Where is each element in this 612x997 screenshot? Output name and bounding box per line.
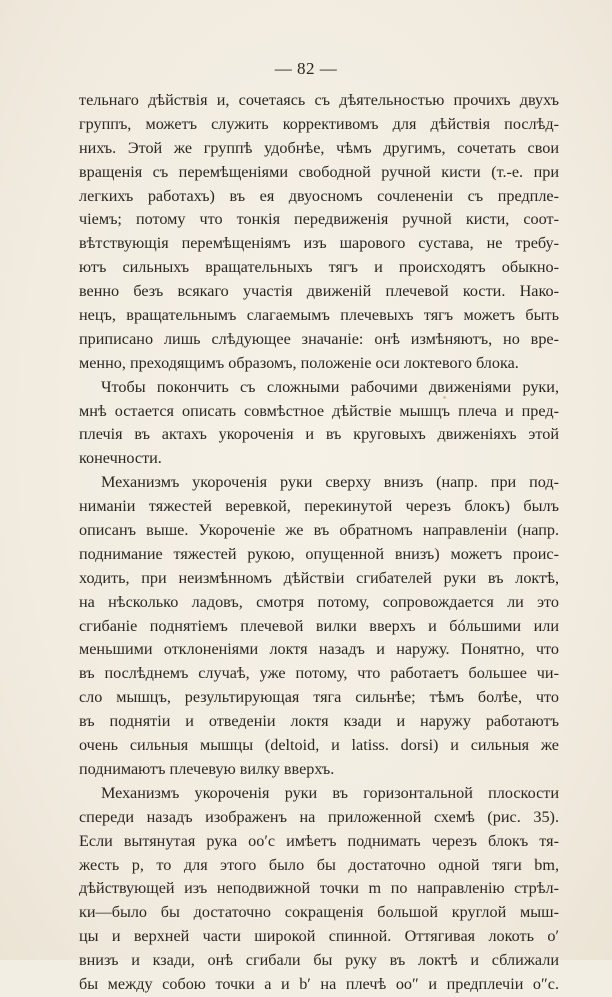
text-line: легкихъ работахъ) въ ея двуосномъ сочлененіи съ предпле- — [79, 186, 559, 205]
text-line: очень сильныя мышцы (deltoid, и latiss. dorsi) и сильныя же — [79, 736, 559, 755]
text-line: жесть p, то для этого было бы достаточно одной тяги bm, — [79, 855, 559, 874]
text-line: на нѣсколько ладовъ, смотря потому, сопровождается ли это — [79, 592, 559, 611]
text-line: дѣйствующей изъ неподвижной точки m по направленію стрѣл- — [79, 879, 559, 898]
text-line: вѣтствующія перемѣщеніямъ изъ шарового сустава, не требу- — [79, 234, 559, 253]
text-line: ютъ сильныхъ вращательныхъ тягъ и происходятъ обыкно- — [79, 258, 559, 277]
text-line: плечія въ актахъ укороченія и въ круговыхъ движеніяхъ этой — [79, 425, 559, 444]
text-line: сгибаніе поднятіемъ плечевой вилки вверхъ и бóльшими или — [79, 616, 559, 635]
text-line: Механизмъ укороченія руки въ горизонтальной плоскости — [101, 783, 559, 802]
text-line: описанъ выше. Укороченіе же въ обратномъ направленіи (напр. — [79, 521, 559, 540]
text-line: цы и верхней части широкой спинной. Оттягивая локоть o′ — [79, 927, 559, 946]
text-line: менно, преходящимъ образомъ, положеніе оси локтевого блока. — [79, 353, 519, 372]
text-line: бы между собою точки a и b′ на плечѣ oo″ и предплечіи o″c. — [79, 974, 559, 993]
text-line: конечности. — [79, 449, 162, 468]
text-line: мнѣ остается описать совмѣстное дѣйствіе мышцъ плеча и пред- — [79, 401, 559, 420]
text-line: венно безъ всякаго участія движеній плечевой кости. Нако- — [79, 282, 559, 301]
paper-spot — [443, 396, 446, 399]
text-line: въ послѣднемъ случаѣ, уже потому, что работаетъ большее чи- — [79, 664, 559, 683]
text-line: сло мышцъ, результирующая тяга сильнѣе; тѣмъ болѣе, что — [79, 688, 559, 707]
text-line: тельнаго дѣйствія и, сочетаясь съ дѣятельностью прочихъ двухъ — [79, 91, 559, 109]
text-line: въ поднятіи и отведеніи локтя кзади и наружу работаютъ — [79, 712, 559, 731]
text-line: чіемъ; потому что тонкія передвиженія ручной кисти, соот- — [79, 210, 559, 229]
text-line: ки—было бы достаточно сокращенія большой круглой мыш- — [79, 903, 559, 922]
text-line: группъ, можетъ служить коррективомъ для дѣйствія послѣд- — [79, 114, 559, 133]
body-text — [79, 89, 559, 997]
text-line: приписано лишь слѣдующее значаніе: онѣ измѣняютъ, но вре- — [79, 329, 559, 348]
text-line: меньшими отклоненіями локтя назадъ и наружу. Понятно, что — [79, 640, 559, 659]
text-line: Если вытянутая рука oo′c имѣетъ поднимать черезъ блокъ тя- — [79, 831, 559, 850]
text-line: спереди назадъ изображенъ на приложенной схемѣ (рис. 35). — [79, 807, 559, 826]
text-line: вращенія съ перемѣщеніями свободной ручной кисти (т.-е. при — [79, 162, 559, 181]
text-line: Механизмъ укороченія руки сверху внизъ (напр. при под- — [101, 473, 559, 492]
text-line: внизъ и кзади, онѣ сгибали бы руку въ локтѣ и сближали — [79, 951, 559, 970]
text-line: поднимаютъ плечевую вилку вверхъ. — [79, 759, 335, 778]
page-number: — 82 — — [274, 59, 338, 78]
text-line: ниманіи тяжестей веревкой, перекинутой черезъ блокъ) былъ — [79, 497, 559, 516]
text-line: ходить, при неизмѣнномъ дѣйствіи сгибателей руки въ локтѣ, — [79, 568, 559, 587]
text-line: поднимание тяжестей рукою, опущенной внизъ) можетъ проис- — [79, 544, 559, 563]
text-line: нецъ, вращательнымъ слагаемымъ плечевыхъ тягъ можетъ быть — [79, 306, 559, 325]
text-line: Чтобы покончить съ сложными рабочими движеніями руки, — [101, 377, 559, 396]
text-line: нихъ. Этой же группѣ удобнѣе, чѣмъ другимъ, сочетать свои — [79, 138, 559, 157]
